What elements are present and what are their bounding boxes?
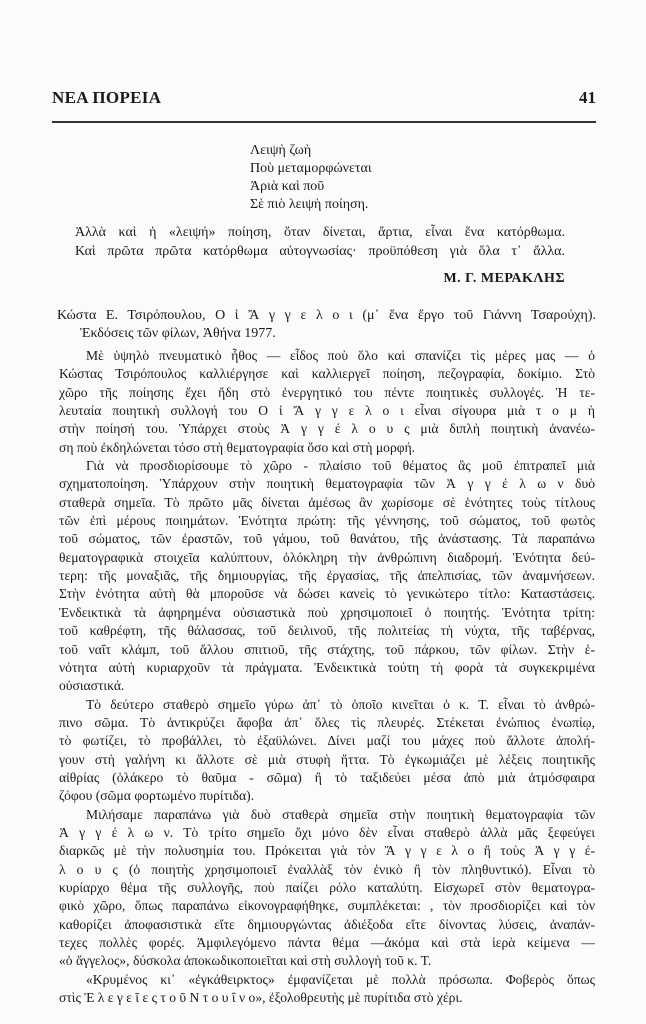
text-line: στὴν ποίησή του. Ὑπάρχει στοὺς Ἀ γ γ έ λ ο υ ς μιὰ διπλὴ ποιητικὴ ἀνανέω- [59,421,595,437]
text-line: γουν στὴ γαλήνη κι ἄλλοτε σὲ μιὰ στυφὴ ἥττα. Τὸ ἐγκωμιάζει μὲ λέξεις ποιητικῆς [59,751,595,767]
text-line: διαρκῶς μὲ τὴν πολυσημία του. Πρόκειται γιὰ τὸν Ἄ γ γ ε λ ο ἢ τοὺς Ἀ γ γ έ- [59,843,595,859]
text-line: τὸ φωτίζει, τὸ προβάλλει, τὸ ἐξαϋλώνει. Δίνει μαζί του μάχες ποὺ ἄλλοτε ἀπολή- [59,733,595,749]
poem-line: Λειψὴ ζωὴ [250,143,312,158]
text-line: «ὁ ἄγγελος», δύσκολα ἀποκωδικοποιεῖται καὶ στὴ συλλογὴ τοῦ κ. Τ. [59,953,432,969]
conclusion-line: Ἀλλὰ καὶ ἡ «λειψή» ποίηση, ὅταν δίνεται, ἄρτια, εἶναι ἕνα κατόρθωμα. [75,225,565,240]
text-line: τοῦ σώματος, τῶν ἐραστῶν, τοῦ γάμου, τοῦ θανάτου, τῆς ἀνάστασης. Τὰ παραπάνω [59,531,595,547]
poem-line: Ποὺ μεταμορφώνεται [250,161,372,176]
text-line: οὐσιαστικά. [59,678,125,694]
conclusion-line: Καὶ πρῶτα πρῶτα κατόρθωμα αὐτογνωσίας· προϋπόθεση γιὰ ὅλα τ᾽ ἄλλα. [75,244,565,259]
text-line: Γιὰ νὰ προσδιορίσουμε τὸ χῶρο - πλαίσιο τοῦ θέματος ἂς μοῦ ἐπιτραπεῖ μιὰ [86,458,595,474]
page-number: 41 [579,88,596,107]
text-line: Τὸ δεύτερο σταθερὸ σημεῖο γύρω ἀπ᾽ τὸ ὁποῖο κινεῖται ὁ κ. Τ. εἶναι τὸ ἀνθρώ- [86,696,595,712]
text-line: πινο σῶμα. Τὸ ἀντικρύζει ἄφοβα ἀπ᾽ ὅλες τὶς πλευρές. Στέκεται ἐνώπιος ἐνωπίῳ, [59,714,595,730]
text-line: νότητα αὐτὴ κυριαρχοῦν τὰ πράγματα. Ἐνδεικτικὰ τούτη τὴ φορὰ τὰ συγκεκριμένα [59,659,595,675]
author-signature: Μ. Γ. ΜΕΡΑΚΛΗΣ [443,271,565,286]
text-line: τεχες πολλὲς φορές. Ἀμφιλεγόμενο πάντα θέμα —ἀκόμα καὶ στὰ ἱερὰ κείμενα — [59,935,595,950]
text-line: καθορίζει ἀποφασιστικὰ εἴτε δημιουργώντας ἀδιέξοδα εἴτε δίνοντας λύσεις, ἀναπάν- [59,916,595,932]
text-line: φικὸ χῶρο, ὅπως παραπάνω εἰκονογραφήθηκε, συμπλέκεται: , τὸν προσδιορίζει καὶ τὸν [59,898,595,914]
text-line: ση ποὺ ἐκδηλώνεται τόσο στὴ θεματογραφία ὅσο καὶ στὴ μορφή. [59,439,416,455]
text-line: τοῦ ναΐτ κλάμπ, τοῦ ἄλλου σπιτιοῦ, τῆς στάχτης, τοῦ πάρκου, τῶν φίλων. Στὴν ἑ- [59,641,595,657]
text-line: «Κρυμένος κι᾽ «ἐγκάθειρκτος» ἐμφανίζεται μὲ πολλὰ πρόσωπα. Φοβερὸς ὅπως [86,971,595,987]
text-line: Ἐνδεικτικὰ τὰ ἀφηρημένα οὐσιαστικὰ ποὺ χρησιμοποιεῖ ὁ ποιητής. Ἑνότητα τρίτη: [59,604,595,620]
book-reference-line: Ἐκδόσεις τῶν φίλων, Ἀθήνα 1977. [80,326,276,341]
running-header [52,88,596,112]
text-line: τοῦ καθρέφτη, τῆς θάλασσας, τοῦ δειλινοῦ, τῆς πολιτείας τὴ νύχτα, τῆς ταβέρνας, [59,623,595,639]
paragraph [59,347,595,457]
review-conclusion [75,223,565,261]
text-line: Κώστας Τσιρόπουλος καλλιέργησε καὶ καλλιεργεῖ ποίηση, πεζογραφία, δοκίμιο. Στὸ [59,366,595,382]
poem-quote [250,142,372,214]
paragraph [59,457,595,695]
poem-line: Ἀριὰ καὶ ποῦ [250,179,325,194]
text-line: αἰθρίας (ὁλάκερο τὸ θαῦμα - σῶμα) ἢ τὸ ταξιδεύει μέσα ἀπὸ μιὰ ἀτμόσφαιρα [59,769,595,785]
header-rule [52,121,596,123]
text-line: λευταία ποιητικὴ συλλογή του Ο ἱ Ἄ γ γ ε λ ο ι εἶναι σίγουρα μιὰ τ ο μ ὴ [59,403,595,419]
journal-title: ΝΕΑ ΠΟΡΕΙΑ [52,88,162,107]
review-body [59,347,595,1007]
book-reference-line: Κώστα Ε. Τσιρόπουλου, Ο ἱ Ἄ γ γ ε λ ο ι (μ᾽ ἕνα ἔργο τοῦ Γιάννη Τσαρούχη). [57,308,596,323]
paragraph [59,971,595,1008]
text-line: σταθερὰ σημεῖα. Τὸ πρῶτο μᾶς δίνεται ἀμέσως ἂν χωρίσομε σὲ ἑνότητες τοὺς τίτλους [59,494,595,510]
text-line: σχηματοποίηση. Ὑπάρχουν στὴν ποιητικὴ θεματογραφία τῶν Ἀ γ γ έ λ ω ν δυὸ [59,476,595,492]
text-line: στὶς Ἐ λ ε γ ε ῖ ε ς τ ο ῦ Ν τ ο υ ΐ ν ο», ἐξολοθρευτὴς μὲ πυρίτιδα στὸ χέρι. [59,990,463,1006]
text-line: τῶν ἐπὶ μέρους ποιημάτων. Ἑνότητα πρώτη: τῆς γέννησης, τοῦ σώματος, τοῦ φωτὸς [59,513,595,529]
text-line: ζόφου (σῶμα φορτωμένο πυρίτιδα). [59,788,255,804]
poem-line: Σὲ πιὸ λειψὴ ποίηση. [250,197,369,212]
text-line: Στὴν ἑνότητα αὐτὴ θὰ μποροῦσε νὰ δώσει κανεὶς τὸ γενικώτερο τίτλο: Καταστάσεις. [59,586,595,602]
text-line: λ ο υ ς (ὁ ποιητὴς χρησιμοποιεῖ ἐναλλὰξ τὸν ἑνικὸ ἢ τὸν πληθυντικό). Εἶναι τὸ [59,861,595,877]
text-line: Μὲ ὑψηλὸ πνευματικὸ ἦθος — εἶδος ποὺ ὅλο καὶ σπανίζει τὶς μέρες μας — ὁ [86,348,595,363]
text-line: κυρίαρχο θέμα τῆς συλλογῆς, ποὺ παίζει ρόλο καταλύτη. Εἰσχωρεῖ στὸν θεματογρα- [59,879,595,895]
paragraph [59,696,595,806]
text-line: Ἀ γ γ έ λ ω ν. Τὸ τρίτο σημεῖο ὄχι μόνο δὲν εἶναι σταθερὸ ἀλλὰ μᾶς ξεφεύγει [59,824,595,840]
text-line: θεματογραφικὰ στοιχεῖα καλύπτουν, ὁλόκληρη τὴν ἀνθρώπινη διαδρομή. Ἑνότητα δεύ- [59,549,595,565]
paragraph [59,806,595,971]
text-line: τερη: τῆς μοναξιᾶς, τῆς δημιουργίας, τῆς ἐργασίας, τῆς ἀπελπισίας, τῶν ἀναμνήσεων. [59,568,595,584]
text-line: Μιλήσαμε παραπάνω γιὰ δυὸ σταθερὰ σημεῖα στὴν ποιητικὴ θεματογραφία τῶν [86,806,595,822]
book-reference [57,307,596,343]
text-line: χῶρο τῆς ποίησης ἔχει ἤδη στὸ ἐνεργητικό του πέντε ποιητικὲς συλλογές. Ἡ τε- [59,384,595,400]
